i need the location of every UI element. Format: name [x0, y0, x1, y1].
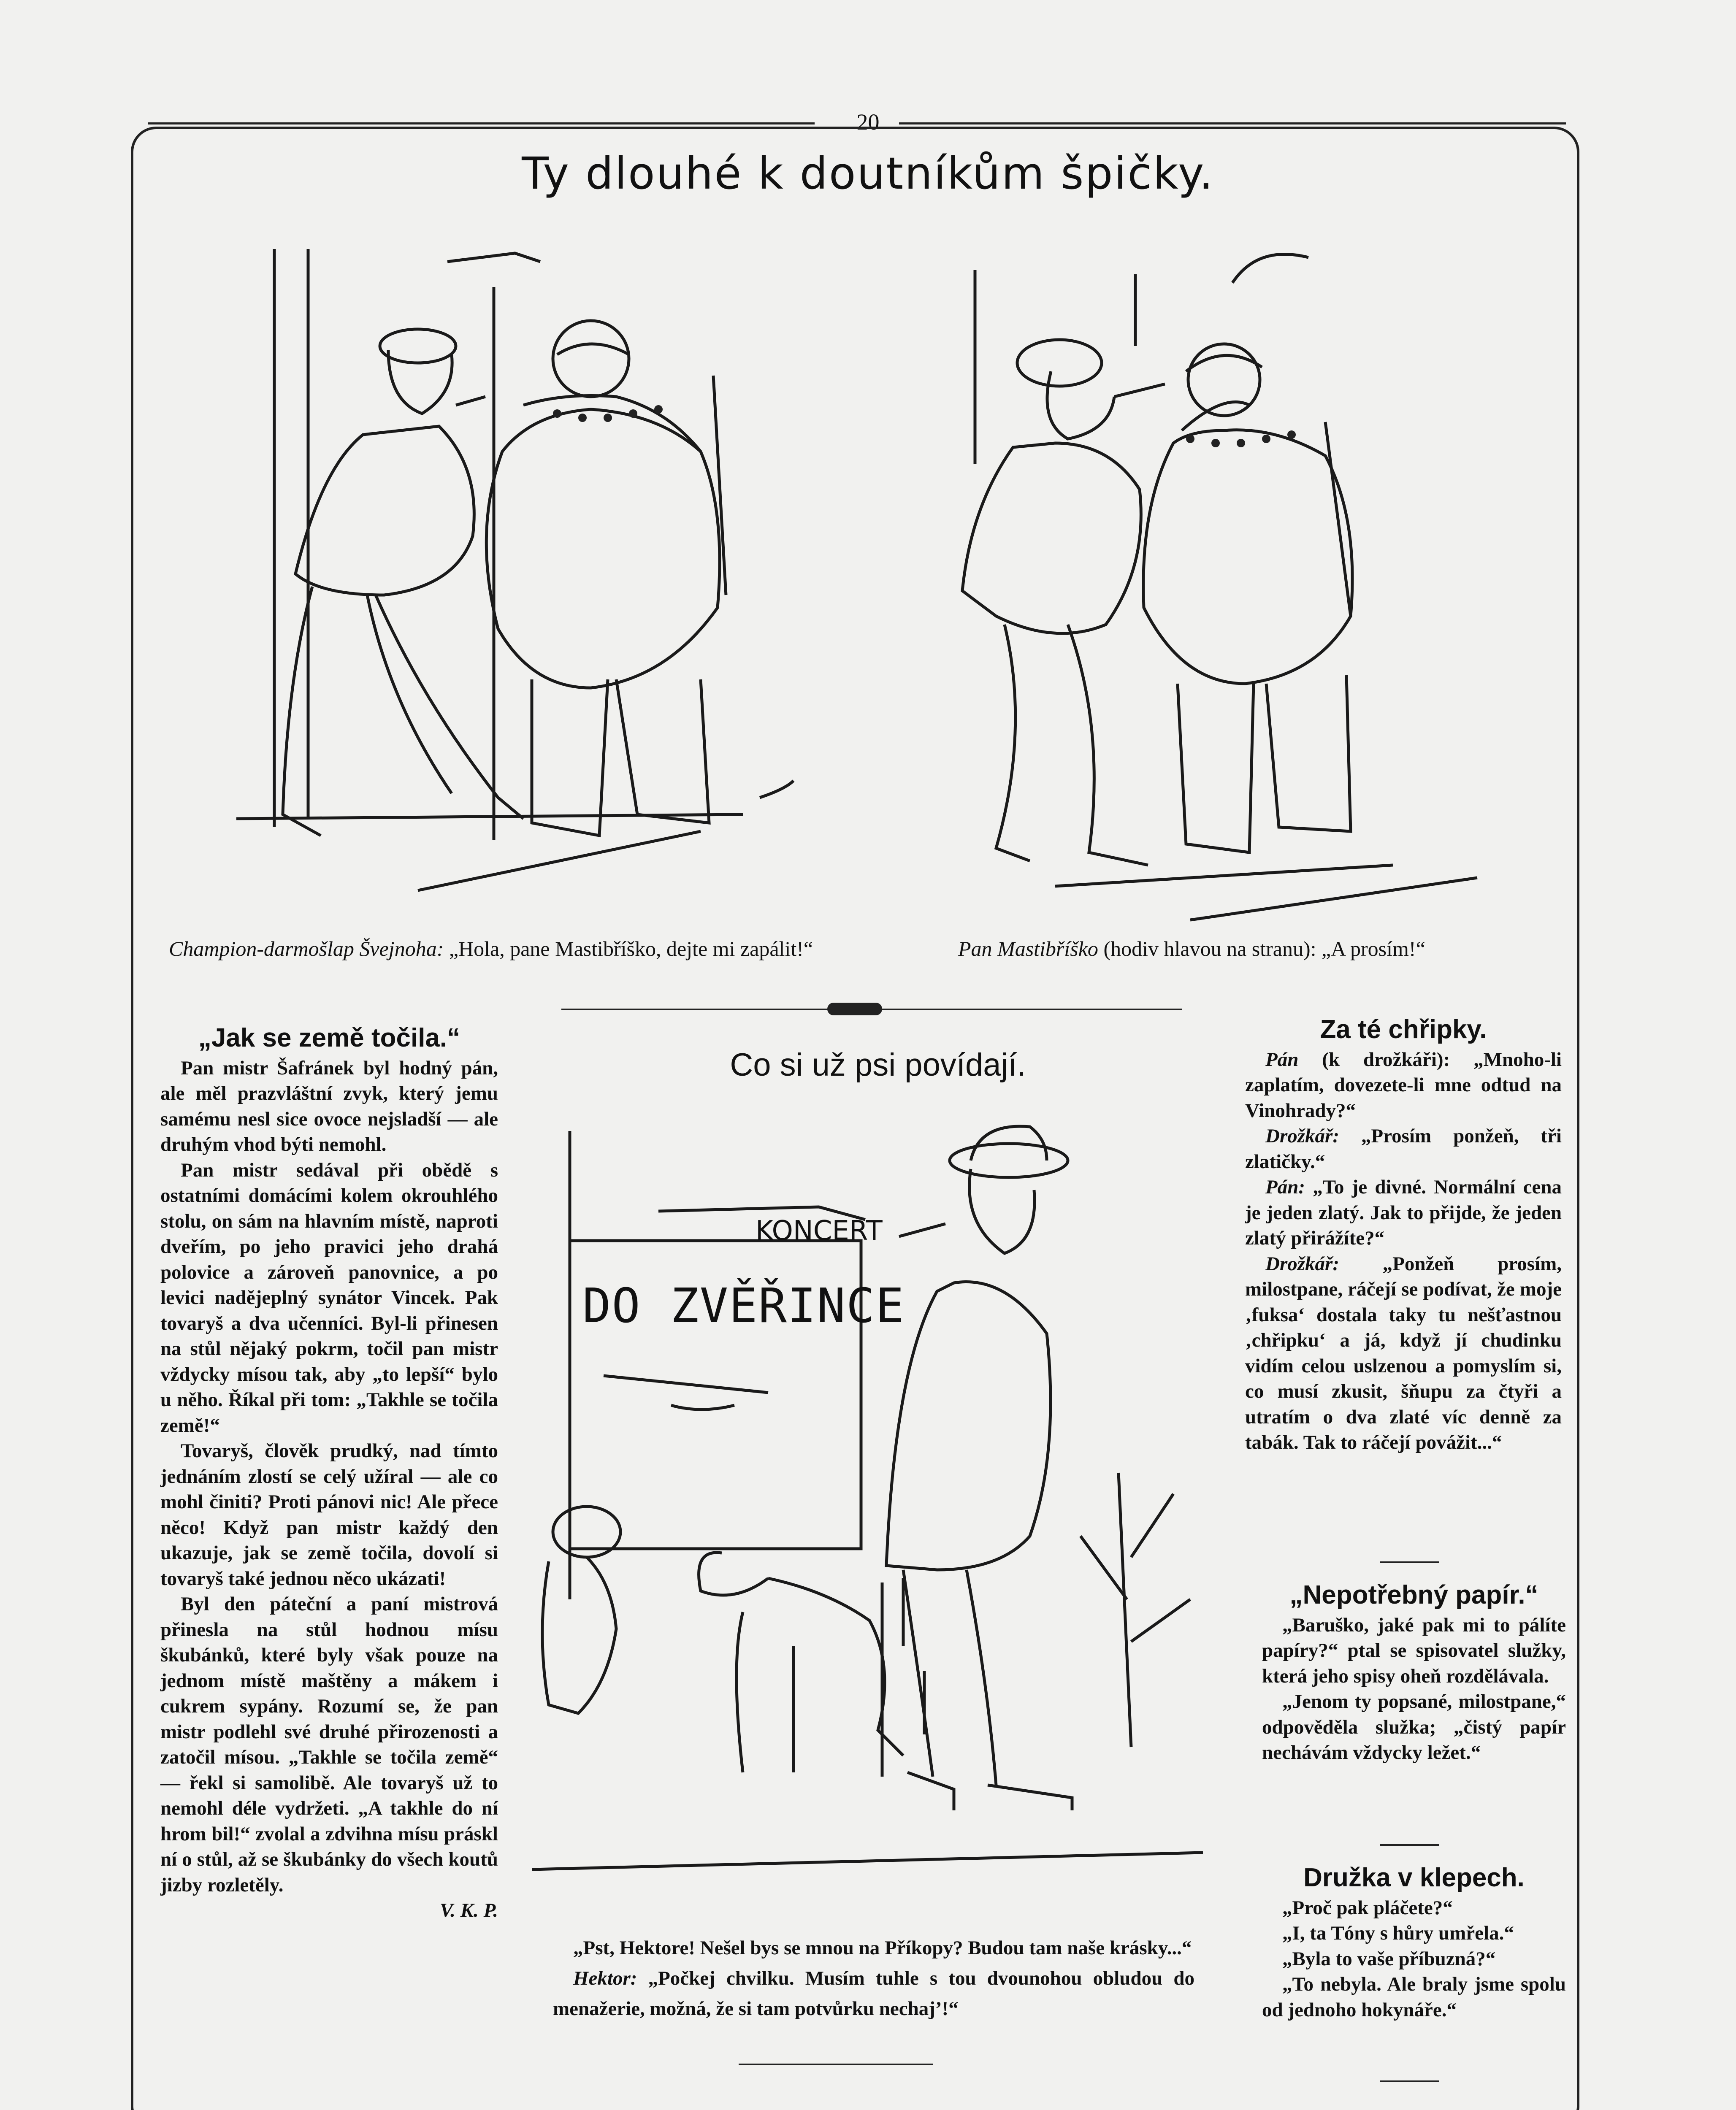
cartoon-mid-caption-line1: „Pst, Hektore! Nešel bys se mnou na Příkopy? Budou tam naše krásky...“	[573, 1937, 1192, 1959]
story2-line	[1245, 1047, 1562, 1124]
cartoon-left-caption-text: „Hola, pane Mastibříško, dejte mi zapálit!“	[449, 937, 813, 960]
story4-line: „To nebyla. Ale braly jsme spolu od jednoho hokynáře.“	[1262, 1973, 1566, 2021]
cartoon-right-illustration	[929, 245, 1519, 928]
story1-paragraph: Pan mistr Šafránek byl hodný pán, ale měl prazvláštní zvyk, který jemu samému nesl sice ovoce nejsladší — ale druhým vhod býti nemohl.	[160, 1057, 498, 1155]
story4-title: Družka v klepech.	[1303, 1863, 1525, 1892]
story2-line	[1245, 1123, 1562, 1174]
cartoon-mid-title: Co si už psi povídají.	[730, 1047, 1026, 1083]
story4-line: „Byla to vaše příbuzná?“	[1282, 1948, 1496, 1970]
cartoon-mid-caption-line2	[553, 1963, 1194, 2024]
cartoon-left-illustration	[236, 215, 827, 933]
caption-hektor-text: „Počkej chvilku. Musím tuhle s tou dvounohou obludou do menažerie, možná, že si tam potvůrku nechaj’!“	[553, 1967, 1195, 2020]
header-rule-right	[899, 122, 1566, 124]
story4-line: „Proč pak pláčete?“	[1282, 1896, 1453, 1919]
story2-line-text: (k drožkáři): „Mnoho-li zaplatím, dovezete-li mne odtud na Vinohrady?“	[1245, 1048, 1562, 1122]
cartoon-right-speaker: Pan Mastibříško	[958, 937, 1098, 960]
story2-line	[1245, 1251, 1562, 1455]
story-jak-se-zeme-tocila	[160, 1025, 498, 1923]
story2-title: Za té chřipky.	[1320, 1015, 1487, 1044]
story1-paragraph: Pan mistr sedával při obědě s ostatními domácími kolem okrouhlého stolu, on sám na hlavním místě, naproti dveřím, po jeho pravici jeho drahá polovice a zároveň panovnice, a po levici nadějeplný synátor Vincek. Pak tovaryš a dva učenníci. Byl-li přinesen na stůl nějaký pokrm, točil pan mistr vždycky mísou tak, aby „to lepší“ bylo u něho. Říkal při tom: „Takhle se točila země!“	[160, 1159, 498, 1436]
header-rule-left	[148, 122, 815, 124]
divider-right-1	[1380, 1561, 1439, 1563]
cartoon-mid-caption	[553, 1933, 1194, 2024]
caption-speaker-hektor: Hektor:	[573, 1967, 637, 1989]
story1-paragraph: Byl den páteční a paní mistrová přinesla na stůl hodnou mísu škubánků, které byly však pouze na jednom místě maštěny a mákem i cukrem sypány. Rozumí se, že pan mistr podlehl své druhé přirozenosti a zatočil mísou. „Takhle se točila země“ — řekl si samolibě. Ale tovaryš už to nemohl déle vydržeti. „A takhle do ní hrom bil!“ zvolal a zdvihna mísu práskl ní o stůl, až se škubánky do všech koutů jizby rozletěly.	[160, 1593, 498, 1896]
page-title: Ty dlouhé k doutníkům špičky.	[522, 148, 1214, 199]
cartoon-right-caption-text: (hodiv hlavou na stranu): „A prosím!“	[1103, 937, 1425, 960]
cartoon-right-caption	[958, 933, 1566, 965]
sign-koncert: KONCERT	[756, 1215, 883, 1247]
story1-title: „Jak se země točila.“	[198, 1023, 460, 1052]
story2-speaker: Drožkář:	[1265, 1125, 1339, 1147]
story2-line	[1245, 1174, 1562, 1251]
story2-speaker: Pán	[1265, 1048, 1299, 1071]
page-number: 20	[856, 109, 880, 135]
story2-line-text: „Prosím ponžeň, tři zlatičky.“	[1245, 1125, 1562, 1173]
story3-title: „Nepotřebný papír.“	[1289, 1580, 1538, 1610]
sign-do-zverince: DO ZVĚŘINCE	[582, 1279, 905, 1334]
divider-ornament-center	[827, 1003, 882, 1015]
story3-paragraph: „Jenom ty popsané, milostpane,“ odpověděla služka; „čistý papír nechávám vždycky ležet.“	[1262, 1691, 1566, 1764]
cartoon-left-speaker: Champion-darmošlap Švejnoha:	[169, 937, 444, 960]
story2-speaker: Drožkář:	[1265, 1252, 1339, 1275]
story1-signature: V. K. P.	[439, 1899, 498, 1921]
story2-line-text: „To je divné. Normální cena je jeden zlatý. Jak to přijde, že jeden zlatý přirážíte?“	[1245, 1176, 1562, 1249]
story4-line: „I, ta Tóny s hůry umřela.“	[1282, 1922, 1514, 1944]
story-nepotrebny-papir	[1262, 1582, 1566, 1766]
divider-bottom-mid	[739, 2064, 933, 2065]
divider-right-2	[1380, 1844, 1439, 1846]
divider-right-3	[1380, 2080, 1439, 2082]
story2-speaker: Pán:	[1265, 1176, 1305, 1198]
story-za-te-chripky	[1245, 1017, 1562, 1455]
story-druzka-v-klepech	[1262, 1865, 1566, 2023]
story2-line-text: „Ponžeň prosím, milostpane, ráčejí se podívat, že moje ‚fuksa‘ dostala taky tu nešťastnou ‚chřipku‘ a já, když jí chudinku vidím celou uslzenou a pomyslím si, co musí zkusit, šňupu za čtyři a utratím o dva zlaté víc denně za tabák. Tak to ráčejí povážit...“	[1245, 1252, 1562, 1453]
story1-paragraph: Tovaryš, člověk prudký, nad tímto jednáním zlostí se celý užíral — ale co mohl činiti? Proti pánovi nic! Ale přece něco! Když pan mistr každý den ukazuje, jak se země točila, dovolí si tovaryš také jednou něco ukázati!	[160, 1440, 498, 1590]
cartoon-left-caption	[169, 933, 819, 965]
story3-paragraph: „Baruško, jaké pak mi to pálíte papíry?“ ptal se spisovatel služky, která jeho spisy oheň rozdělávala.	[1262, 1614, 1566, 1687]
